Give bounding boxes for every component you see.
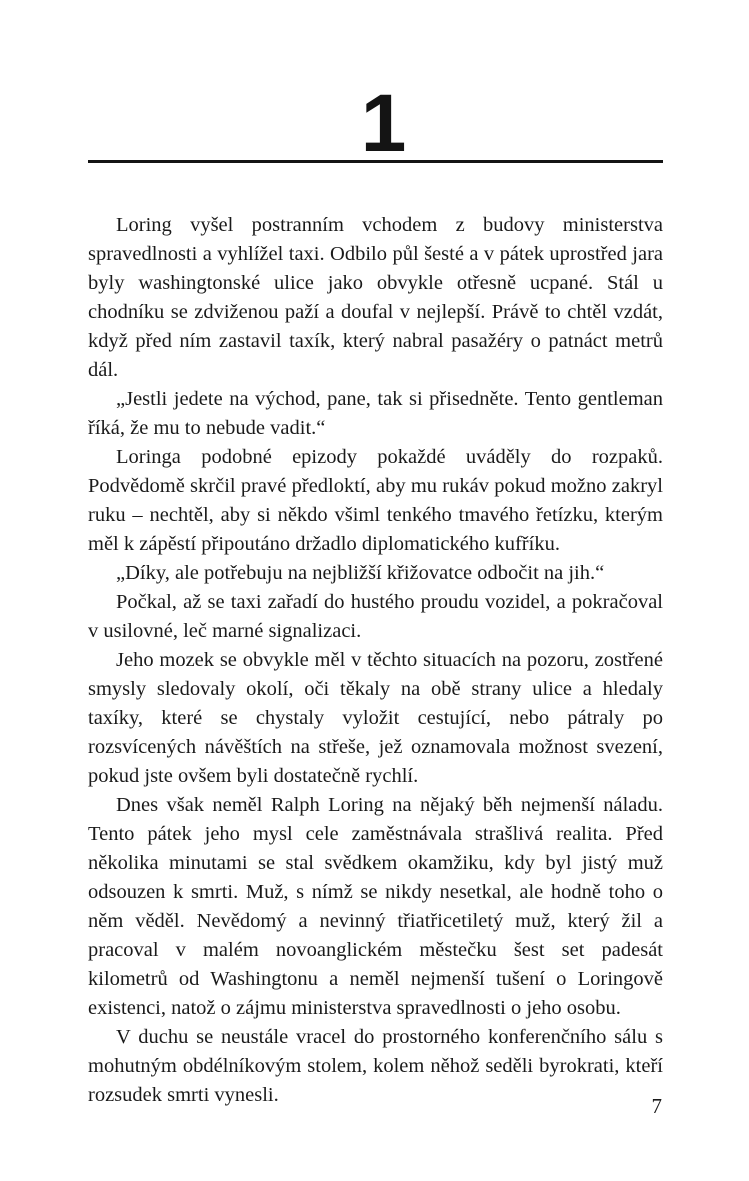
paragraph: Dnes však neměl Ralph Loring na nějaký běh nejmenší náladu. Tento pátek jeho mysl cele zaměstnávala strašlivá realita. Před několika minutami se stal svědkem okamžiku, kdy byl jistý muž odsouzen k smrti. Muž, s nímž se nikdy nesetkal, ale hodně toho o něm věděl. Nevědomý a nevinný třiatřicetiletý muž, který žil a pracoval v malém novoanglickém městečku šest set padesát kilometrů od Washingtonu a neměl nejmenší tušení o Loringově existenci, natož o zájmu ministerstva spravedlnosti o jeho osobu. bbox=[88, 794, 663, 1019]
paragraph: Loring vyšel postranním vchodem z budovy ministerstva spravedlnosti a vyhlížel taxi. Odbilo půl šesté a v pátek uprostřed jara byly washingtonské ulice jako obvykle otřesně ucpané. Stál u chodníku se zdviženou paží a doufal v nejlepší. Právě to chtěl vzdát, když před ním zastavil taxík, který nabral pasažéry o patnáct metrů dál. bbox=[88, 214, 663, 381]
chapter-number: 1 bbox=[360, 78, 407, 169]
paragraph: Počkal, až se taxi zařadí do hustého proudu vozidel, a pokračoval v usilovné, leč marné signalizaci. bbox=[88, 591, 663, 642]
paragraph: Loringa podobné epizody pokaždé uváděly do rozpaků. Podvědomě skrčil pravé předloktí, aby mu rukáv pokud možno zakryl ruku – nechtěl, aby si někdo všiml tenkého tmavého řetízku, kterým měl k zápěstí připoutáno držadlo diplomatického kufříku. bbox=[88, 446, 663, 555]
paragraph: „Jestli jedete na východ, pane, tak si přisedněte. Tento gentleman říká, že mu to nebude vadit.“ bbox=[88, 388, 663, 439]
page-number: 7 bbox=[651, 1094, 662, 1118]
body-text bbox=[88, 211, 663, 1110]
paragraph: V duchu se neustále vracel do prostorného konferenčního sálu s mohutným obdélníkovým stolem, kolem něhož seděli byrokrati, kteří rozsudek smrti vynesli. bbox=[88, 1026, 663, 1106]
chapter-divider bbox=[88, 160, 663, 163]
paragraph: „Díky, ale potřebuju na nejbližší křižovatce odbočit na jih.“ bbox=[116, 562, 605, 584]
paragraph: Jeho mozek se obvykle měl v těchto situacích na pozoru, zostřené smysly sledovaly okolí, oči těkaly na obě strany ulice a hledaly taxíky, které se chystaly vyložit cestující, nebo pátraly po rozsvícených návěštích na střeše, jež oznamovala možnost svezení, pokud jste ovšem byli dostatečně rychlí. bbox=[88, 649, 663, 787]
